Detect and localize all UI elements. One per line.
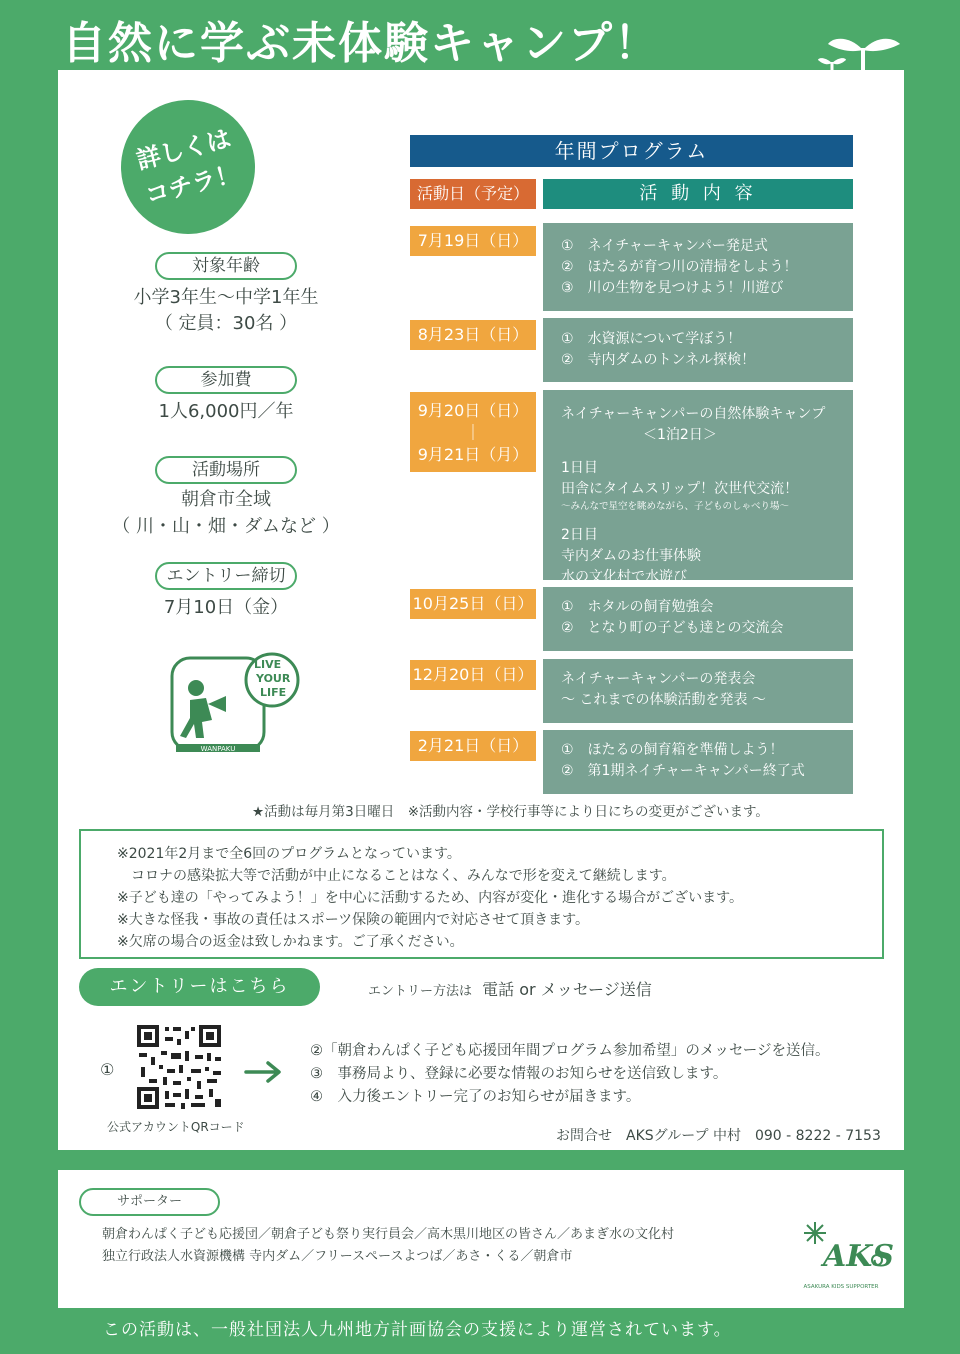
deadline-value: 7月10日（金） bbox=[163, 597, 289, 618]
row-activity bbox=[543, 223, 853, 311]
row-date: 12月20日（日） bbox=[410, 660, 536, 690]
activity-line: ① ホタルの飼育勉強会 bbox=[561, 599, 714, 615]
notes-box bbox=[79, 829, 884, 959]
activity-column-header: 活 動 内 容 bbox=[543, 179, 853, 209]
aks-logo bbox=[793, 1214, 895, 1294]
fee-value: 1人6,000円／年 bbox=[158, 401, 294, 422]
supporter-label: サポーター bbox=[79, 1188, 220, 1216]
camp-subtitle: ＜1泊2日＞ bbox=[643, 427, 717, 443]
day2-line: 水の文化村で水遊び bbox=[561, 569, 687, 585]
supporter-list bbox=[102, 1224, 674, 1268]
activity-line: ネイチャーキャンパーの発表会 bbox=[561, 671, 756, 687]
page-title: 自然に学ぶ未体験キャンプ！ bbox=[62, 18, 660, 69]
note-line: ※2021年2月まで全6回のプログラムとなっています。 bbox=[117, 846, 461, 862]
program-footnote: ★活動は毎月第3日曜日 ※活動内容・学校行事等により日にちの変更がございます。 bbox=[252, 804, 769, 820]
sprout-icon bbox=[818, 30, 908, 74]
activity-line: ① ネイチャーキャンパー発足式 bbox=[561, 238, 768, 254]
logo-life-text: LIFE bbox=[260, 686, 287, 699]
activity-line: ② ほたるが育つ川の清掃をしよう！ bbox=[561, 259, 798, 275]
camp-title: ネイチャーキャンパーの自然体験キャンプ bbox=[561, 406, 826, 422]
place-value: 朝倉市全域 bbox=[181, 489, 271, 510]
day1-small: 〜みんなで星空を眺めながら、子どものしゃべり場〜 bbox=[561, 501, 790, 512]
row-date: 8月23日（日） bbox=[410, 320, 536, 350]
program-header: 年間プログラム bbox=[410, 135, 853, 167]
day2-line: 寺内ダムのお仕事体験 bbox=[561, 548, 701, 564]
note-line: ※子ども達の「やってみよう！」を中心に活動するため、内容が変化・進化する場合がございます。 bbox=[117, 890, 744, 906]
activity-line: 〜 これまでの体験活動を発表 〜 bbox=[561, 692, 766, 708]
row-activity bbox=[543, 390, 853, 585]
entry-method-value: 電話 or メッセージ送信 bbox=[482, 980, 652, 999]
age-value: 小学3年生〜中学1年生 bbox=[133, 287, 319, 308]
contact-info: お問合せ AKSグループ 中村 090 - 8222 - 7153 bbox=[556, 1128, 881, 1144]
logo-live-text: LIVE bbox=[254, 658, 282, 671]
row-activity bbox=[543, 318, 853, 382]
row-activity bbox=[543, 659, 853, 723]
place-detail: （ 川・山・畑・ダムなど ） bbox=[112, 516, 340, 537]
note-line: ※欠席の場合の返金は致しかねます。ご了承ください。 bbox=[117, 934, 464, 950]
activity-line: ② 寺内ダムのトンネル探検！ bbox=[561, 352, 756, 368]
place-label: 活動場所 bbox=[155, 456, 297, 484]
logo-your-text: YOUR bbox=[256, 672, 291, 685]
deadline-label: エントリー締切 bbox=[155, 562, 297, 590]
row-date: 10月25日（日） bbox=[410, 589, 536, 619]
aks-logo-caption: ASAKURA KIDS SUPPORTER bbox=[803, 1284, 879, 1290]
activity-line: ① 水資源について学ぼう！ bbox=[561, 331, 742, 347]
row-activity bbox=[543, 730, 853, 794]
supporter-line: 独立行政法人水資源機構 寺内ダム／フリースペースよつば／あさ・くる／朝倉市 bbox=[102, 1249, 573, 1264]
entry-step: ④ 入力後エントリー完了のお知らせが届きます。 bbox=[310, 1089, 641, 1105]
activity-line: ③ 川の生物を見つけよう！川遊び bbox=[561, 280, 784, 296]
activity-line: ② となり町の子ども達との交流会 bbox=[561, 620, 784, 636]
row-activity bbox=[543, 587, 853, 651]
step-1-marker: ① bbox=[100, 1060, 115, 1079]
row-date: 7月19日（日） bbox=[410, 226, 536, 256]
row-date: 9月20日（日） ｜ 9月21日（月） bbox=[410, 392, 536, 472]
activity-line: ① ほたるの飼育箱を準備しよう！ bbox=[561, 742, 784, 758]
age-label: 対象年齢 bbox=[155, 252, 297, 280]
fee-label: 参加費 bbox=[155, 366, 297, 394]
capacity-value: （ 定員：30名 ） bbox=[154, 313, 298, 334]
qr-code-icon[interactable] bbox=[135, 1023, 223, 1111]
note-line: ※大きな怪我・事故の責任はスポーツ保険の範囲内で対応させて頂きます。 bbox=[117, 912, 590, 928]
entry-step: ②「朝倉わんぱく子ども応援団年間プログラム参加希望」のメッセージを送信。 bbox=[310, 1043, 830, 1059]
entry-method-label: エントリー方法は bbox=[368, 984, 473, 999]
logo-caption: WANPAKU bbox=[200, 745, 236, 753]
entry-step: ③ 事務局より、登録に必要な情報のお知らせを送信致します。 bbox=[310, 1066, 728, 1082]
day2-label: 2日目 bbox=[561, 527, 598, 543]
activity-line: ② 第1期ネイチャーキャンパー終了式 bbox=[561, 763, 805, 779]
entry-method bbox=[368, 977, 652, 1000]
aks-logo-text: AKS bbox=[823, 1239, 895, 1274]
support-statement: この活動は、一般社団法人九州地方計画協会の支援により運営されています。 bbox=[103, 1320, 732, 1340]
supporter-line: 朝倉わんぱく子ども応援団／朝倉子ども祭り実行員会／高木黒川地区の皆さん／あまぎ水の文化村 bbox=[102, 1227, 675, 1242]
badge-text: 詳しくは コチラ！ bbox=[133, 124, 243, 210]
day1-label: 1日目 bbox=[561, 460, 598, 476]
entry-steps bbox=[310, 1040, 829, 1109]
qr-label: 公式アカウントQRコード bbox=[107, 1120, 245, 1134]
note-line: コロナの感染拡大等で活動が中止になることはなく、みんなで形を変えて継続します。 bbox=[117, 868, 676, 884]
arrow-right-icon bbox=[244, 1060, 284, 1084]
wanpaku-logo bbox=[168, 646, 300, 758]
day1-line: 田舎にタイムスリップ！次世代交流！ bbox=[561, 481, 799, 497]
date-column-header: 活動日（予定） bbox=[410, 179, 536, 209]
entry-button[interactable]: エントリーはこちら bbox=[79, 968, 320, 1006]
row-date: 2月21日（日） bbox=[410, 731, 536, 761]
